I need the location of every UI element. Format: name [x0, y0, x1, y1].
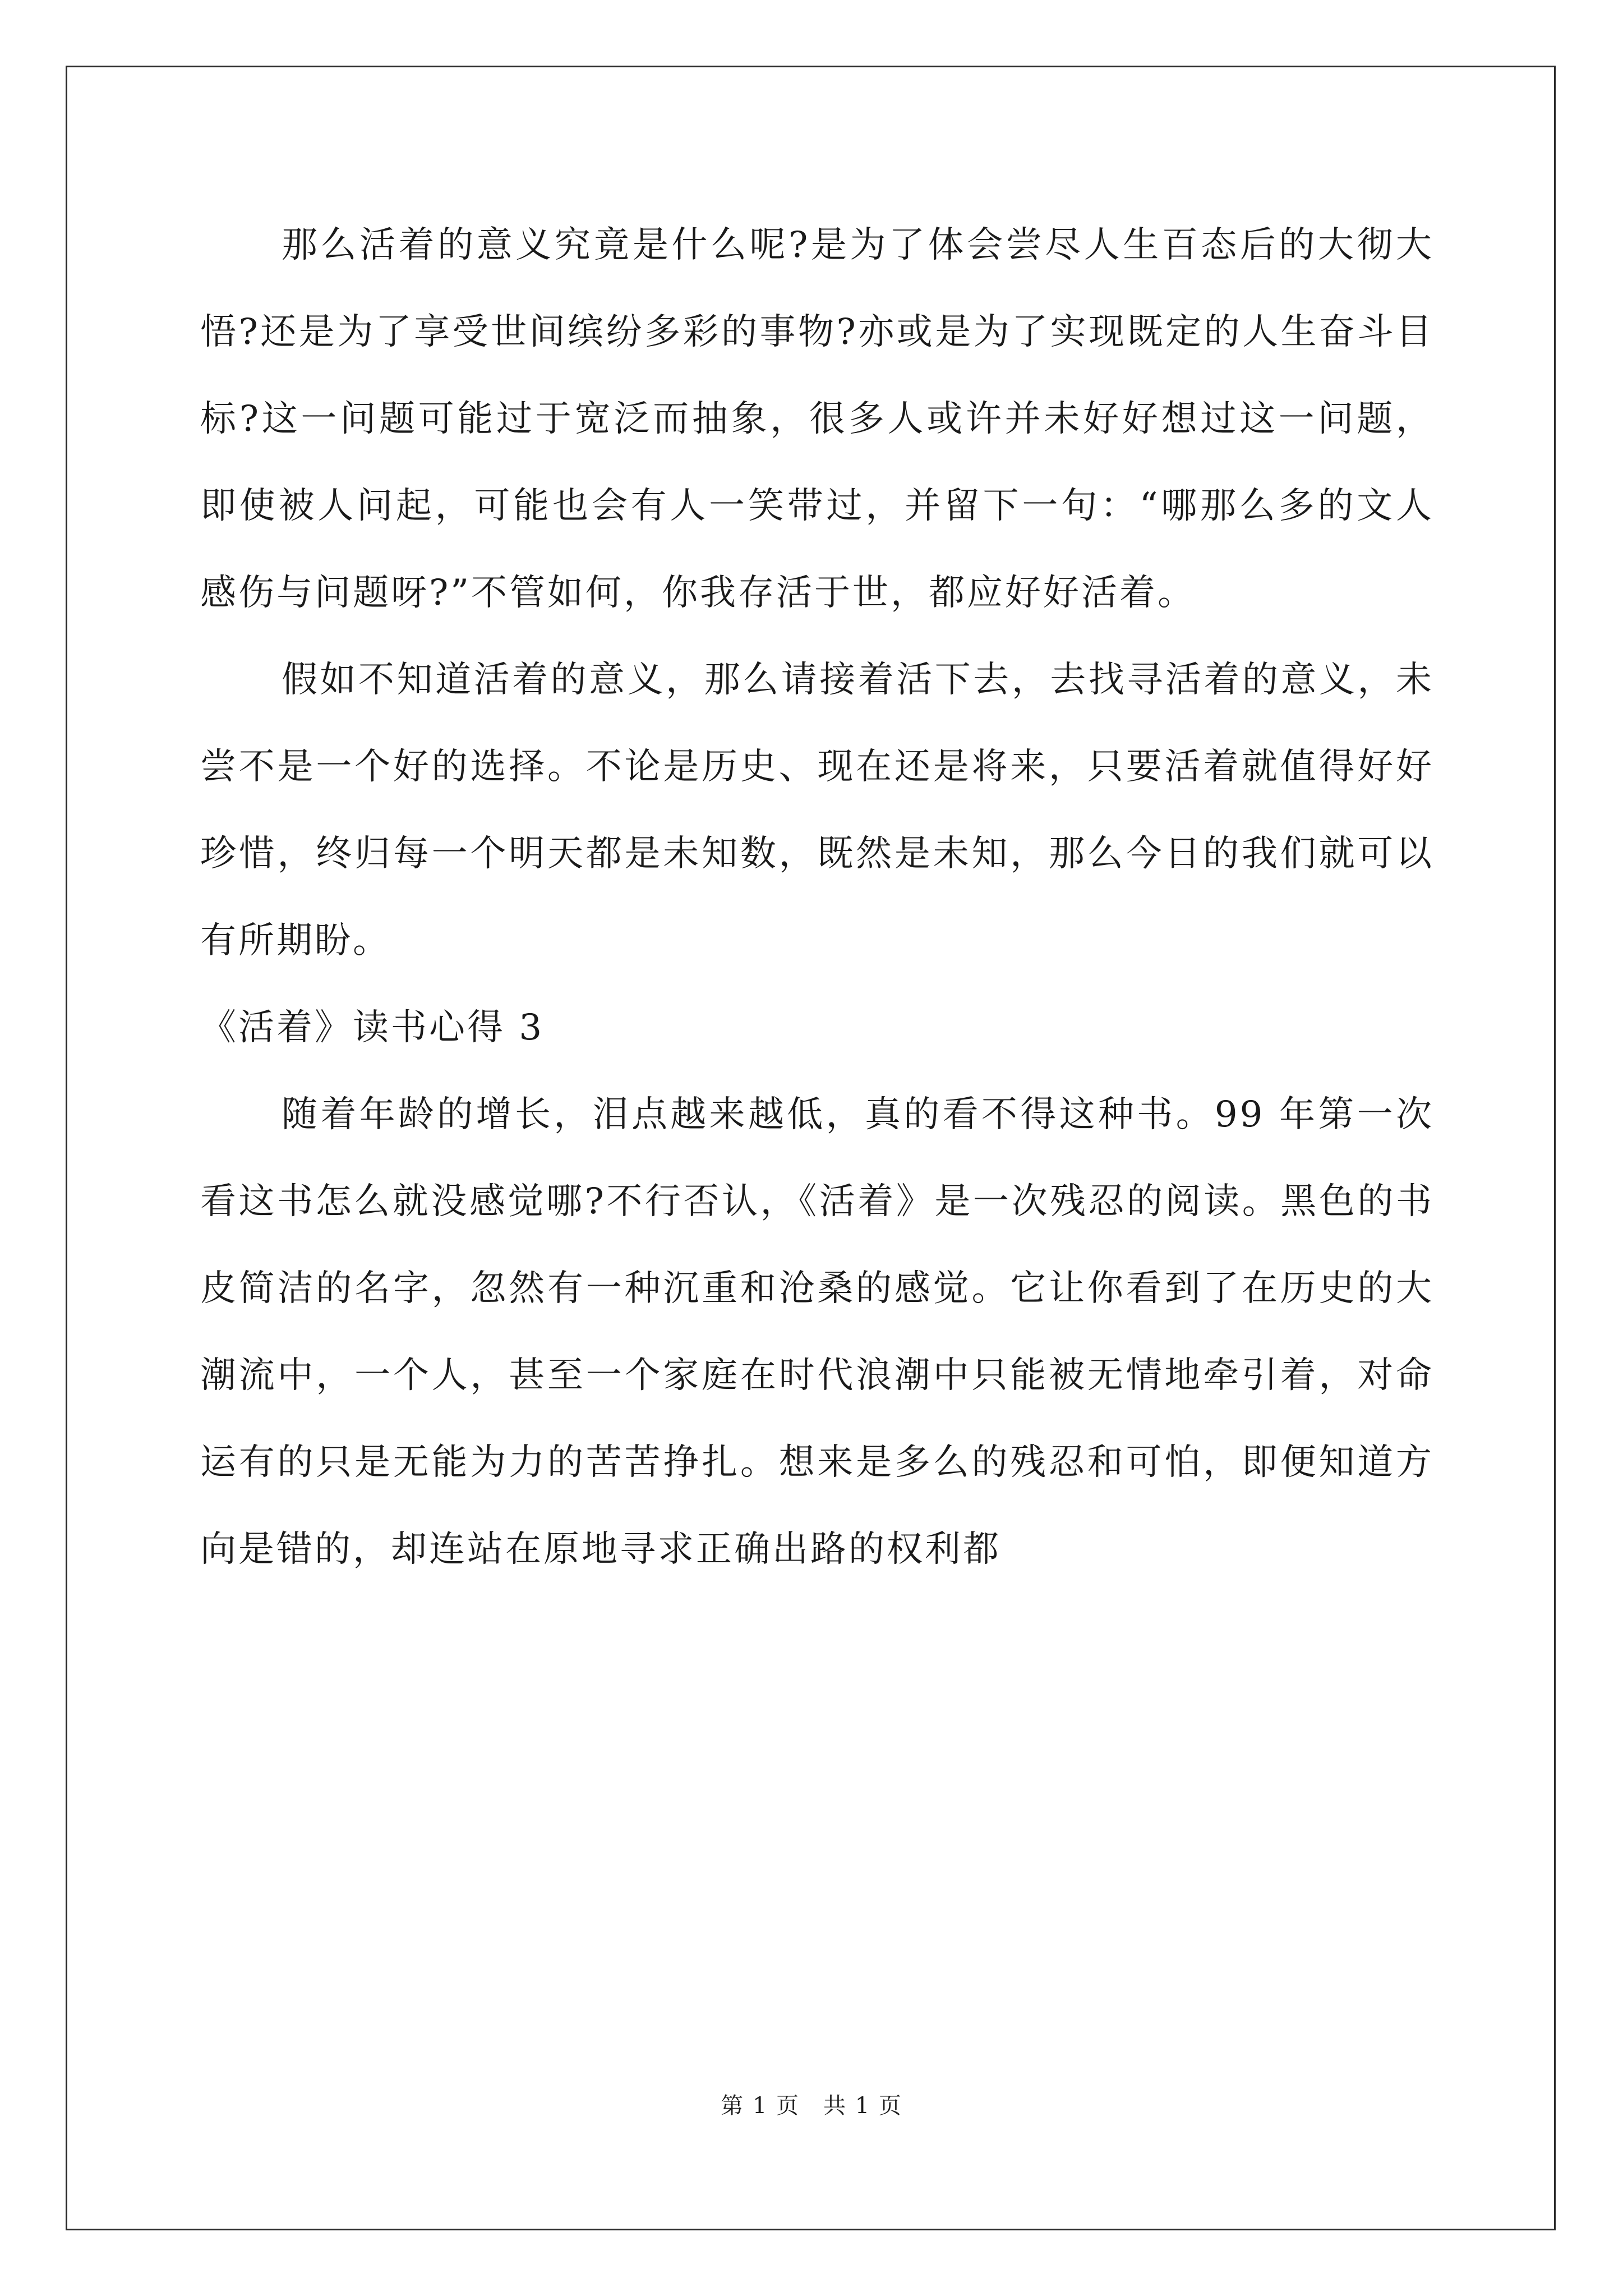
paragraph-3: 随着年龄的增长，泪点越来越低，真的看不得这种书。99 年第一次看这书怎么就没感觉哪?不行否认，《活着》是一次残忍的阅读。黑色的书皮简洁的名字，忽然有一种沉重和沧桑的感觉。它让你看到了在历史的大潮流中，一个人，甚至一个家庭在时代浪潮中只能被无情地牵引着，对命运有的只是无能为力的苦苦挣扎。想来是多么的残忍和可怕，即便知道方向是错的，却连站在原地寻求正确出路的权利都 — [200, 1094, 1434, 1570]
page-footer: 第 1 页 共 1 页 — [721, 2093, 902, 2119]
section-heading: 《活着》读书心得 3 — [200, 1007, 545, 1048]
paragraph-1: 那么活着的意义究竟是什么呢?是为了体会尝尽人生百态后的大彻大悟?还是为了享受世间缤纷多彩的事物?亦或是为了实现既定的人生奋斗目标?这一问题可能过于宽泛而抽象，很多人或许并未好好想过这一问题，即使被人问起，可能也会有人一笑带过，并留下一句：“哪那么多的文人感伤与问题呀?”不管如何，你我存活于世，都应好好活着。 — [200, 224, 1434, 614]
document-body — [200, 202, 1434, 1593]
paragraph-2: 假如不知道活着的意义，那么请接着活下去，去找寻活着的意义，未尝不是一个好的选择。不论是历史、现在还是将来，只要活着就值得好好珍惜，终归每一个明天都是未知数，既然是未知，那么今日的我们就可以有所期盼。 — [200, 659, 1434, 961]
